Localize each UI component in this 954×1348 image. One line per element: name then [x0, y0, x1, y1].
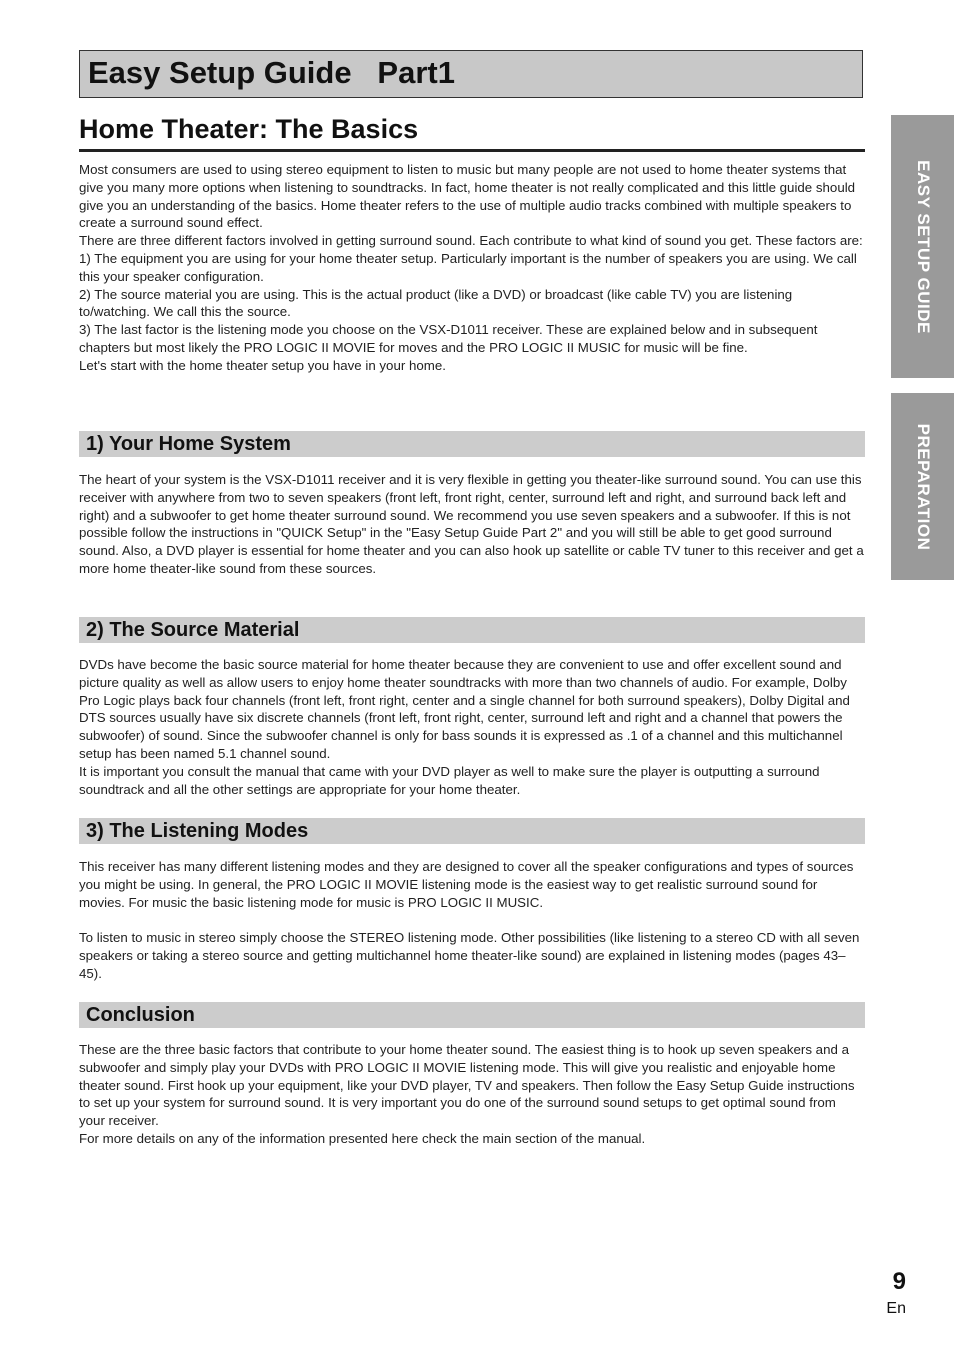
section-title: Conclusion: [86, 1004, 195, 1026]
section-paragraph: It is important you consult the manual that came with your DVD player as well to make sure the player is outputting a surround soundtrack and all the other settings are appropriate for your home theater.: [79, 763, 820, 797]
section-title: 2) The Source Material: [86, 619, 300, 641]
intro-paragraph: 1) The equipment you are using for your home theater setup. Particularly important is the number of speakers you are using. We call this your speaker configuration.: [79, 250, 857, 284]
section-header-home-system: [79, 431, 865, 457]
section-paragraph: To listen to music in stereo simply choose the STEREO listening mode. Other possibilities (like listening to a stereo CD with all seven speakers or taking a stereo source and getting multichannel home theater-like sound) are explained in listening modes (pages 43–45).: [79, 930, 860, 981]
section-header-conclusion: [79, 1002, 865, 1028]
section-title: 3) The Listening Modes: [86, 820, 309, 842]
section-header-source-material: [79, 617, 865, 643]
intro-text: [79, 161, 865, 375]
intro-paragraph: There are three different factors involved in getting surround sound. Each contribute to what kind of sound you get. These factors are:: [79, 233, 863, 249]
page-number: 9: [892, 1268, 906, 1295]
intro-paragraph: Most consumers are used to using stereo equipment to listen to music but many people are not used to home theater systems that give you many more options when listening to soundtracks. In fact, home theater is not really complicated and this little guide should give you an understanding of the basics. Home theater refers to the use of multiple audio tracks combined with multiple speakers to create a surround sound effect.: [79, 162, 856, 231]
section-body-conclusion: [79, 1041, 865, 1148]
side-tab-label: PREPARATION: [913, 423, 933, 550]
intro-paragraph: Let's start with the home theater setup you have in your home.: [79, 357, 446, 373]
intro-paragraph: 3) The last factor is the listening mode you choose on the VSX-D1011 receiver. These are explained below and in subsequent chapters but most likely the PRO LOGIC II MOVIE for moves and the PRO LOGIC II MUSIC for music will be fine.: [79, 322, 818, 355]
section-body-home-system: [79, 471, 865, 578]
side-tab-preparation[interactable]: [891, 393, 954, 580]
section-paragraph: DVDs have become the basic source material for home theater because they are convenient to use and offer excellent sound and picture quality as well as allow users to enjoy home theater soundtracks with more than two channels of audio. For example, Dolby Pro Logic plays back four channels (front left, front right, center and a single channel for both surround speakers), Dolby Digital and DTS sources usually have six discrete channels (front left, front right, center, surround left and right and a channel that powers the subwoofer) of sound. Since the subwoofer channel is only for bass sounds it is expressed as .1 of a channel and this multichannel setup has been named 5.1 channel sound.: [79, 657, 850, 761]
section-title: 1) Your Home System: [86, 433, 291, 455]
section-paragraph: For more details on any of the information presented here check the main section of the manual.: [79, 1130, 646, 1146]
main-heading: Home Theater: The Basics: [79, 112, 865, 152]
section-paragraph: These are the three basic factors that contribute to your home theater sound. The easiest thing is to hook up seven speakers and a subwoofer and simply play your DVDs with PRO LOGIC II MOVIE listening mode. This will give you realistic and enjoyable home theater sound. First hook up your equipment, like your DVD player, TV and speakers. Then follow the Easy Setup Guide instructions to set up your system for surround sound. It is very important you do one of the surround sound setups to get optimal sound from your receiver.: [79, 1042, 855, 1129]
page-title: Easy Setup Guide Part1: [88, 55, 455, 90]
side-tab-label: EASY SETUP GUIDE: [913, 159, 933, 334]
page-language: En: [886, 1300, 906, 1317]
title-banner: [79, 50, 863, 98]
section-paragraph: The heart of your system is the VSX-D1011 receiver and it is very flexible in getting you theater-like surround sound. You can use this receiver with anywhere from two to seven speakers (front left, front right, center, surround left and right, and surround back left and right) and a subwoofer to get home theater surround sound. We recommend you use seven speakers and a subwoofer. If this is not possible follow the instructions in "QUICK Setup" in the "Easy Setup Guide Part 2" and you will still be able to get good surround sound. Also, a DVD player is essential for home theater and you can also hook up satellite or cable TV tuner to this receiver and get a more home theater-like sound from these sources.: [79, 472, 864, 576]
section-header-listening-modes: [79, 818, 865, 844]
section-body-listening-modes: [79, 858, 865, 983]
section-body-source-material: [79, 656, 865, 798]
intro-paragraph: 2) The source material you are using. This is the actual product (like a DVD) or broadcast (like cable TV) you are listening to/watching. We call this the source.: [79, 286, 793, 320]
section-paragraph: This receiver has many different listening modes and they are designed to cover all the speaker configurations and types of sources you might be using. In general, the PRO LOGIC II MOVIE listening mode is the easiest way to get realistic surround sound for movies. For music the basic listening mode for music is PRO LOGIC II MUSIC.: [79, 859, 854, 910]
side-tab-easy-setup-guide[interactable]: [891, 115, 954, 378]
